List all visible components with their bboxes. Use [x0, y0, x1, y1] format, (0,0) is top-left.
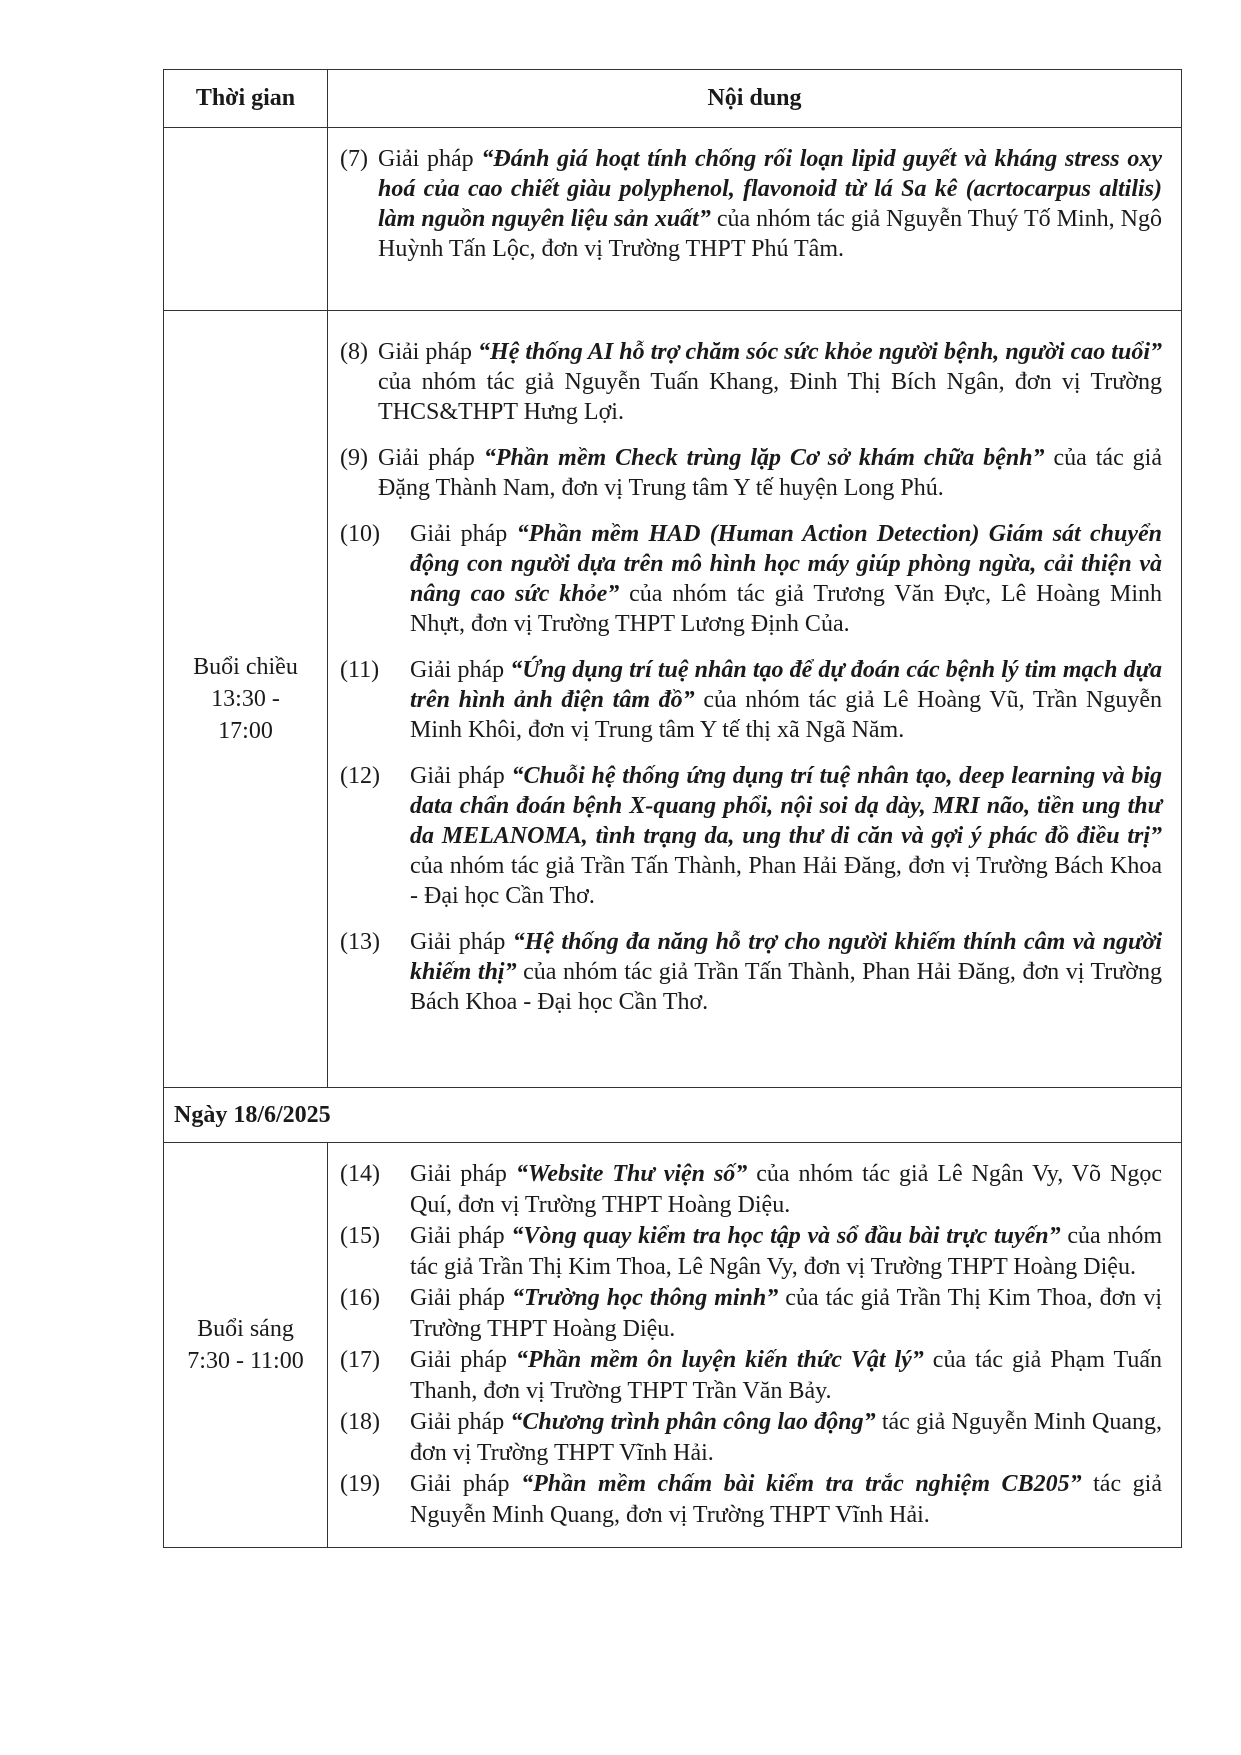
- day-row: [164, 1088, 1182, 1143]
- item-prefix: Giải pháp: [410, 1223, 512, 1249]
- item-number: (13): [340, 929, 380, 955]
- content-cell-block1: [328, 128, 1182, 311]
- item-prefix: Giải pháp: [410, 1409, 511, 1435]
- item-title: “Phần mềm HAD (Human Action Detection) Giám sát chuyển động con người dựa trên mô hình học máy giúp phòng ngừa, cải thiện và nâng cao sức khỏe”: [410, 521, 1162, 607]
- item-number: (18): [340, 1409, 380, 1435]
- content-cell-morning: [328, 1143, 1182, 1548]
- item-prefix: Giải pháp: [378, 339, 479, 365]
- item-prefix: Giải pháp: [410, 763, 512, 789]
- item-number: (9): [340, 445, 368, 471]
- item-suffix: của nhóm tác giả Trần Thị Kim Thoa, Lê Ngân Vy, đơn vị Trường THPT Hoàng Diệu.: [410, 1223, 1163, 1280]
- item-number: (17): [340, 1347, 380, 1373]
- solution-item-14: [340, 1159, 1162, 1221]
- item-title: “Chương trình phân công lao động”: [510, 1409, 876, 1435]
- schedule-row-morning: [164, 1143, 1182, 1548]
- item-prefix: Giải pháp: [378, 146, 482, 172]
- item-title: “Ứng dụng trí tuệ nhân tạo để dự đoán các bệnh lý tim mạch dựa trên hình ảnh điện tâm đồ”: [410, 657, 1162, 713]
- day-label: Ngày 18/6/2025: [164, 1088, 1182, 1143]
- solution-item-19: [340, 1469, 1162, 1531]
- item-title: “Trường học thông minh”: [512, 1285, 779, 1311]
- time-cell-afternoon: [164, 311, 328, 1088]
- time-cell-block1: [164, 128, 328, 311]
- item-prefix: Giải pháp: [410, 1161, 516, 1187]
- item-prefix: Giải pháp: [410, 657, 511, 683]
- session-time-start: 13:30 -: [211, 686, 280, 712]
- item-suffix: của nhóm tác giả Trần Tấn Thành, Phan Hải Đăng, đơn vị Trường Bách Khoa - Đại học Cần Thơ.: [410, 959, 1162, 1015]
- item-suffix: của tác giả Đặng Thành Nam, đơn vị Trung tâm Y tế huyện Long Phú.: [378, 445, 1162, 501]
- solution-item-7: [340, 144, 1162, 264]
- solution-item-10: [340, 519, 1162, 639]
- item-prefix: Giải pháp: [378, 445, 484, 471]
- session-time: 7:30 - 11:00: [187, 1348, 304, 1374]
- item-prefix: Giải pháp: [410, 1285, 513, 1311]
- item-suffix: của nhóm tác giả Lê Hoàng Vũ, Trần Nguyễn Minh Khôi, đơn vị Trung tâm Y tế thị xã Ngã Năm.: [410, 687, 1162, 743]
- item-number: (11): [340, 657, 380, 683]
- item-title: “Phần mềm Check trùng lặp Cơ sở khám chữa bệnh”: [483, 445, 1045, 471]
- item-title: “Vòng quay kiểm tra học tập và sổ đầu bài trực tuyến”: [511, 1223, 1061, 1249]
- solution-item-11: [340, 655, 1162, 745]
- item-number: (7): [340, 146, 368, 172]
- item-title: “Phần mềm chấm bài kiểm tra trắc nghiệm CB205”: [521, 1471, 1082, 1497]
- item-suffix: của nhóm tác giả Nguyễn Thuý Tố Minh, Ngô Huỳnh Tấn Lộc, đơn vị Trường THPT Phú Tâm.: [378, 206, 1163, 262]
- item-title: “Hệ thống đa năng hỗ trợ cho người khiếm thính câm và người khiếm thị”: [410, 929, 1162, 985]
- item-suffix: của tác giả Trần Thị Kim Thoa, đơn vị Trường THPT Hoàng Diệu.: [410, 1285, 1162, 1342]
- item-suffix: của nhóm tác giả Lê Ngân Vy, Võ Ngọc Quí, đơn vị Trường THPT Hoàng Diệu.: [410, 1161, 1162, 1218]
- item-suffix: của tác giả Phạm Tuấn Thanh, đơn vị Trường THPT Trần Văn Bảy.: [410, 1347, 1162, 1404]
- session-label: Buổi chiều: [193, 654, 298, 680]
- time-cell-morning: [164, 1143, 328, 1548]
- item-number: (8): [340, 339, 368, 365]
- content-cell-afternoon: [328, 311, 1182, 1088]
- solution-item-15: [340, 1221, 1162, 1283]
- item-prefix: Giải pháp: [410, 1471, 522, 1497]
- item-suffix: tác giả Nguyễn Minh Quang, đơn vị Trường THPT Vĩnh Hải.: [410, 1409, 1162, 1466]
- solution-item-18: [340, 1407, 1162, 1469]
- item-prefix: Giải pháp: [410, 1347, 516, 1373]
- item-number: (14): [340, 1161, 380, 1187]
- header-content: Nội dung: [328, 70, 1182, 128]
- schedule-row-block1: [164, 128, 1182, 311]
- item-suffix: của nhóm tác giả Trương Văn Đực, Lê Hoàng Minh Nhựt, đơn vị Trường THPT Lương Định Của.: [410, 581, 1163, 637]
- solution-item-12: [340, 761, 1162, 911]
- item-number: (19): [340, 1471, 380, 1497]
- header-time: Thời gian: [164, 70, 328, 128]
- session-label: Buổi sáng: [197, 1316, 294, 1342]
- schedule-table: [163, 69, 1182, 1548]
- item-suffix: tác giả Nguyễn Minh Quang, đơn vị Trường THPT Vĩnh Hải.: [410, 1471, 1162, 1528]
- item-title: “Website Thư viện số”: [515, 1161, 748, 1187]
- item-number: (16): [340, 1285, 380, 1311]
- item-number: (10): [340, 521, 380, 547]
- item-number: (12): [340, 763, 380, 789]
- session-time-end: 17:00: [218, 718, 273, 744]
- header-row: [164, 70, 1182, 128]
- solution-item-17: [340, 1345, 1162, 1407]
- item-title: “Chuỗi hệ thống ứng dụng trí tuệ nhân tạo, deep learning và big data chẩn đoán bệnh X-quang phổi, nội soi dạ dày, MRI não, tiền ung thư da MELANOMA, tình trạng da, ung thư di căn và gợi ý phác đồ điều trị”: [410, 763, 1163, 849]
- solution-item-9: [340, 443, 1162, 503]
- item-prefix: Giải pháp: [410, 521, 517, 547]
- schedule-row-afternoon: [164, 311, 1182, 1088]
- item-title: “Phần mềm ôn luyện kiến thức Vật lý”: [515, 1347, 924, 1373]
- solution-item-8: [340, 337, 1162, 427]
- item-title: “Đánh giá hoạt tính chống rối loạn lipid guyết và kháng stress oxy hoá của cao chiết giàu polyphenol, flavonoid từ lá Sa kê (acrtocarpus altilis) làm nguồn nguyên liệu sản xuất”: [378, 146, 1162, 232]
- item-title: “Hệ thống AI hỗ trợ chăm sóc sức khỏe người bệnh, người cao tuổi”: [478, 339, 1162, 365]
- item-suffix: của nhóm tác giả Nguyễn Tuấn Khang, Đinh Thị Bích Ngân, đơn vị Trường THCS&THPT Hưng Lợi.: [378, 369, 1162, 425]
- solution-item-16: [340, 1283, 1162, 1345]
- item-number: (15): [340, 1223, 380, 1249]
- item-prefix: Giải pháp: [410, 929, 513, 955]
- item-suffix: của nhóm tác giả Trần Tấn Thành, Phan Hải Đăng, đơn vị Trường Bách Khoa - Đại học Cần Thơ.: [410, 853, 1162, 909]
- solution-item-13: [340, 927, 1162, 1017]
